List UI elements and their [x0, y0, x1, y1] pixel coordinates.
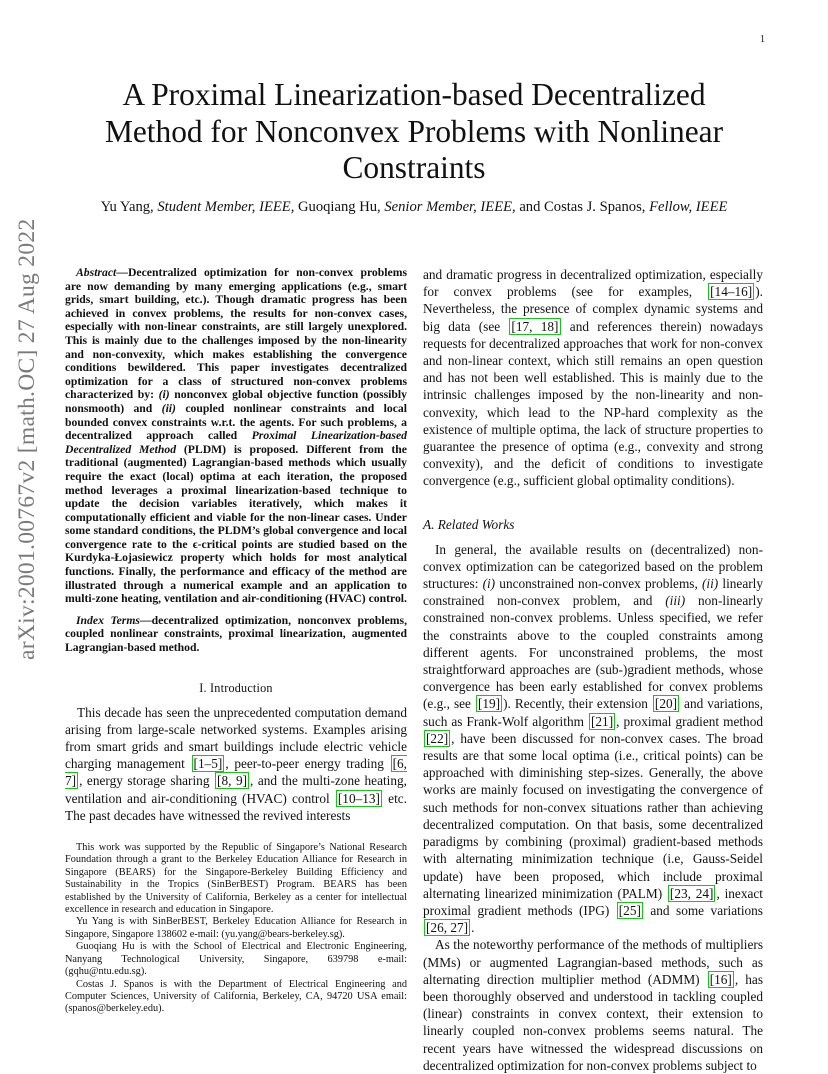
text-run: , and the multi-zone heating, ventilation and air-conditioning (HVAC) control	[65, 773, 407, 806]
method-name: Proximal Linearization-based Decentralized Method	[65, 429, 407, 456]
text-run: .	[471, 920, 475, 936]
citation-link[interactable]: [25]	[618, 902, 641, 918]
text-run: ). Nevertheless, the presence of complex dynamic systems and big data (see	[423, 284, 763, 334]
citation-link[interactable]: [19]	[477, 696, 501, 712]
citation-link[interactable]: [1–5]	[193, 756, 223, 772]
text-run: As the noteworthy performance of the methods of multipliers (MMs) or augmented Lagrangian-based methods, such as alternating direction multiplier method (ADMM)	[423, 937, 763, 987]
arxiv-identifier[interactable]: arXiv:2001.00767v2 [math.OC] 27 Aug 2022	[14, 218, 40, 660]
citation-link[interactable]: [26, 27]	[426, 920, 469, 936]
text-run: This decade has seen the unprecedented computation demand arising from large-scale networked systems. Examples arising from smart grids and smart buildings include electric vehicle charging management	[65, 704, 407, 772]
text-run: etc. The past decades have witnessed the revived interests	[65, 790, 407, 823]
text-run: , have been discussed for non-convex cases. The broad results are that some local optima (i.e., critical points) can be approached with diminishing step-sizes. Generally, the above works are mainly focused on investigating the convergence of such methods for non-convex situations rather than achieving decentralized computation. On that basis, some decentralized paradigms by combining (proximal) gradient-based methods with alternating minimization technique (i.e, Gauss-Seidel update) have been proposed, which include proximal alternating linearized minimization (PALM)	[423, 730, 763, 901]
text-run: , energy storage sharing	[79, 773, 215, 789]
right-column	[423, 266, 763, 1074]
footnote: This work was supported by the Republic of Singapore’s National Research Foundation through a grant to the Berkeley Education Alliance for Research in Singapore (BEARS) for the Singapore-Berkeley Building Efficiency and Sustainability in the Tropics (SinBerBEST) Program. BEARS has been established by the University of California, Berkeley as a center for intellectual excellence in research and education in Singapore.	[65, 842, 407, 916]
abstract-item: (ii)	[161, 401, 176, 415]
list-marker: (ii)	[701, 576, 719, 592]
intro-paragraph	[65, 704, 407, 824]
text-run: , has been thoroughly observed and understood in tackling coupled (linear) constraints in convex context, their extension to linearly coupled non-convex problems seems natural. The recent years have witnessed the widespread discussions on decentralized optimization for non-convex problems subject to	[423, 971, 763, 1073]
citation-link[interactable]: [10–13]	[337, 790, 380, 806]
author-role: Student Member, IEEE,	[157, 199, 295, 215]
text-run: non-linearly constrained non-convex problems. Unless specified, we refer the constraints above to the coupled constraints among different agents. For unconstrained problems, the most straightforward approaches are (sub-)gradient methods, whose convergence has been early established for convex problems (e.g., see	[423, 593, 763, 712]
citation-link[interactable]: [16]	[709, 971, 732, 987]
text-run: and dramatic progress in decentralized optimization, especially for convex problems (see for examples,	[423, 267, 763, 300]
abstract-text: —Decentralized optimization for non-convex problems are now demanding by many emerging applications (e.g., smart grids, smart building, etc.). Though dramatic progress has been achieved in convex problems, the results for non-convex cases, especially with non-linear constraints, are still largely unexplored. This is mainly due to the challenges imposed by the non-linearity and non-convexity, which makes establishing the convergence conditions bewildered. This paper investigates decentralized optimization for a class of structured non-convex problems characterized by:	[65, 266, 407, 402]
text-run: , proximal gradient method	[616, 713, 763, 729]
text-run: and variations, such as Frank-Wolf algorithm	[423, 696, 764, 729]
text-run: , peer-to-peer energy trading	[225, 756, 390, 772]
page-number: 1	[760, 34, 765, 45]
text-run: and some variations	[643, 902, 763, 918]
abstract-text: nonconvex global objective function (possibly nonsmooth) and	[65, 388, 407, 415]
footnote: Guoqiang Hu is with the School of Electrical and Electronic Engineering, Nanyang Technological University, Singapore, 639798 e-mail: (gqhu@ntu.edu.sg).	[65, 941, 407, 978]
author-name: Guoqiang Hu,	[298, 199, 381, 215]
citation-link[interactable]: [21]	[590, 713, 614, 729]
related-works-paragraph	[423, 541, 763, 937]
paper-title	[60, 77, 768, 187]
author-role: Senior Member, IEEE,	[384, 199, 516, 215]
footnote: Yu Yang is with SinBerBEST, Berkeley Education Alliance for Research in Singapore, Singapore 138602 e-mail: (yu.yang@bears-berkeley.sg).	[65, 916, 407, 940]
index-terms	[65, 614, 407, 655]
index-terms-lead: Index Terms	[76, 613, 140, 627]
text-run: , inexact proximal gradient methods (IPG)	[423, 885, 763, 918]
citation-link[interactable]: [8, 9]	[217, 773, 248, 789]
abstract-text: coupled nonlinear constraints and local bounded convex constraints w.r.t. the agents. For such problems, a decentralized approach called	[65, 401, 407, 443]
author-role: Fellow, IEEE	[649, 199, 728, 215]
text-run: linearly constrained non-convex problem, and	[423, 576, 763, 609]
citation-link[interactable]: [22]	[426, 730, 449, 746]
text-run: In general, the available results on (decentralized) non-convex optimization can be categorized based on the problem structures:	[423, 541, 763, 592]
footnotes	[65, 842, 407, 1016]
text-run: and references therein) nowadays requests for decentralized approaches that work for non-convex and non-linear context, which still remains an open question and has not been well established. This is mainly due to the intrinsic challenges imposed by the non-linearity and non-convexity, which lead to the NP-hard complexity as the existence of multiple optima, the lack of structure properties to guarantee the presence of optima (e.g., convexity and strong convexity), and the deficit of conditions to investigate convergence (e.g., sufficient global optimality conditions).	[423, 318, 763, 489]
footnote: Costas J. Spanos is with the Department of Electrical Engineering and Computer Sciences, University of California, Berkeley, CA, 94720 USA email: (spanos@berkeley.edu).	[65, 978, 407, 1015]
title-line: A Proximal Linearization-based Decentralized	[122, 77, 706, 112]
abstract-text: (PLDM) is proposed. Different from the traditional (augmented) Lagrangian-based methods which usually require the exact (local) optima at each iteration, the proposed method leverages a proximal linearization-based technique to update the decision variables iteratively, which makes it computationally efficient and viable for the non-linear cases. Under some standard conditions, the PLDM’s global convergence and local convergence rate to the ϵ-critical points are studied based on the Kurdyka-Łojasiewicz property which holds for most analytical functions. Finally, the performance and efficacy of the method are illustrated through a numerical example and an application to multi-zone heating, ventilation and air-conditioning (HVAC) control.	[65, 442, 407, 606]
author-list	[40, 198, 788, 217]
title-line: Method for Nonconvex Problems with Nonlinear	[104, 113, 724, 149]
subsection-heading-related-works: A. Related Works	[423, 516, 515, 532]
title-line: Constraints	[342, 150, 486, 185]
list-marker: (iii)	[665, 593, 686, 609]
abstract	[65, 266, 407, 606]
citation-link[interactable]: [6, 7]	[65, 756, 407, 789]
author-name: Yu Yang,	[100, 199, 154, 215]
left-column	[65, 266, 407, 1016]
abstract-lead: Abstract	[76, 266, 117, 279]
list-marker: (i)	[482, 576, 496, 592]
author-name: and Costas J. Spanos,	[519, 199, 646, 215]
citation-link[interactable]: [23, 24]	[669, 885, 714, 901]
text-run: ). Recently, their extension	[503, 696, 652, 712]
citation-link[interactable]: [14–16]	[710, 284, 753, 300]
citation-link[interactable]: [17, 18]	[511, 318, 559, 334]
index-terms-text: —decentralized optimization, nonconvex problems, coupled nonlinear constraints, proximal linearization, augmented Lagrangian-based method.	[65, 613, 407, 655]
citation-link[interactable]: [20]	[654, 696, 678, 712]
text-run: unconstrained non-convex problems,	[495, 576, 702, 592]
related-works-paragraph	[423, 936, 763, 1074]
section-heading-introduction: I. Introduction	[199, 680, 273, 695]
abstract-item: (i)	[158, 388, 170, 402]
intro-paragraph-continued	[423, 266, 763, 490]
